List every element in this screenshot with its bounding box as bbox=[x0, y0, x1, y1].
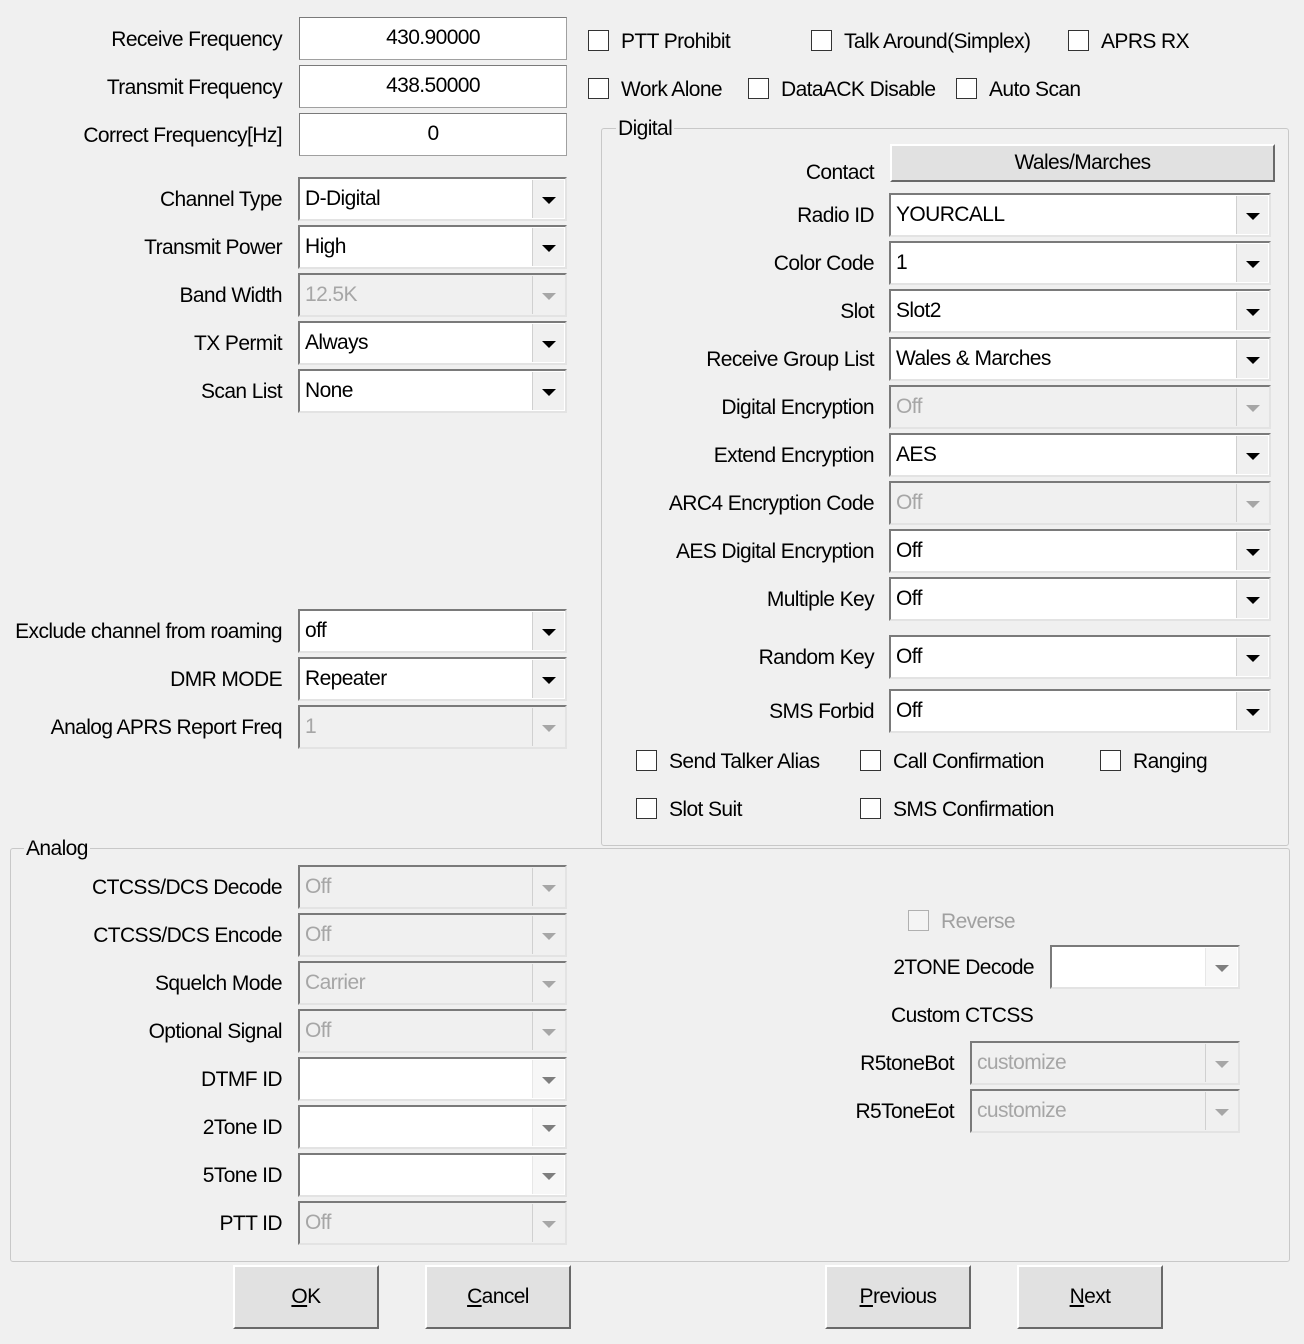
two-tone-id-select bbox=[298, 1105, 567, 1149]
cancel-button[interactable]: Cancel bbox=[425, 1265, 571, 1329]
ptt-id-select: Off bbox=[298, 1201, 567, 1245]
chevron-down-icon bbox=[1236, 484, 1268, 522]
checkbox-box[interactable] bbox=[636, 798, 657, 819]
slot-label: Slot bbox=[840, 300, 874, 323]
exclude-roaming-select[interactable]: off bbox=[298, 609, 567, 653]
analog-aprs-freq-label: Analog APRS Report Freq bbox=[50, 716, 282, 739]
chevron-down-icon[interactable] bbox=[1236, 638, 1268, 676]
checkbox-box[interactable] bbox=[748, 78, 769, 99]
checkbox-box bbox=[908, 910, 929, 931]
chevron-down-icon[interactable] bbox=[1236, 436, 1268, 474]
chevron-down-icon[interactable] bbox=[1236, 580, 1268, 618]
chevron-down-icon bbox=[1205, 1044, 1237, 1082]
color-code-select[interactable]: 1 bbox=[889, 241, 1271, 285]
random-key-select[interactable]: Off bbox=[889, 635, 1271, 679]
transmit-power-select[interactable]: High bbox=[298, 225, 567, 269]
correct-frequency-input[interactable]: 0 bbox=[299, 113, 567, 156]
tx-permit-select[interactable]: Always bbox=[298, 321, 567, 365]
checkbox-box[interactable] bbox=[588, 30, 609, 51]
ctcss-decode-label: CTCSS/DCS Decode bbox=[92, 876, 282, 899]
aes-digital-encryption-label: AES Digital Encryption bbox=[675, 540, 874, 563]
arc4-code-label: ARC4 Encryption Code bbox=[668, 492, 874, 515]
checkbox-box[interactable] bbox=[588, 78, 609, 99]
slot-select[interactable]: Slot2 bbox=[889, 289, 1271, 333]
sms-forbid-select[interactable]: Off bbox=[889, 689, 1271, 733]
chevron-down-icon bbox=[1205, 1092, 1237, 1130]
random-key-label: Random Key bbox=[758, 646, 874, 669]
ctcss-decode-select: Off bbox=[298, 865, 567, 909]
chevron-down-icon[interactable] bbox=[1236, 292, 1268, 330]
optional-signal-select: Off bbox=[298, 1009, 567, 1053]
chevron-down-icon bbox=[532, 1156, 564, 1194]
radio-id-select[interactable]: YOURCALL bbox=[889, 193, 1271, 237]
correct-frequency-label: Correct Frequency[Hz] bbox=[83, 124, 282, 147]
chevron-down-icon[interactable] bbox=[1236, 692, 1268, 730]
checkbox-box[interactable] bbox=[860, 750, 881, 771]
checkbox-box[interactable] bbox=[1068, 30, 1089, 51]
dtmf-id-select bbox=[298, 1057, 567, 1101]
squelch-mode-select: Carrier bbox=[298, 961, 567, 1005]
transmit-frequency-label: Transmit Frequency bbox=[106, 76, 282, 99]
channel-type-select[interactable]: D-Digital bbox=[298, 177, 567, 221]
chevron-down-icon[interactable] bbox=[532, 660, 564, 698]
chevron-down-icon bbox=[532, 1060, 564, 1098]
scan-list-label: Scan List bbox=[201, 380, 282, 403]
chevron-down-icon[interactable] bbox=[1236, 532, 1268, 570]
sms-forbid-label: SMS Forbid bbox=[769, 700, 874, 723]
ok-button[interactable]: OK bbox=[233, 1265, 379, 1329]
two-tone-id-label: 2Tone ID bbox=[202, 1116, 282, 1139]
ctcss-encode-select: Off bbox=[298, 913, 567, 957]
band-width-label: Band Width bbox=[179, 284, 282, 307]
chevron-down-icon[interactable] bbox=[532, 180, 564, 218]
chevron-down-icon bbox=[532, 916, 564, 954]
digital-encryption-label: Digital Encryption bbox=[721, 396, 874, 419]
dmr-mode-select[interactable]: Repeater bbox=[298, 657, 567, 701]
ctcss-encode-label: CTCSS/DCS Encode bbox=[93, 924, 282, 947]
checkbox-box[interactable] bbox=[860, 798, 881, 819]
tx-permit-label: TX Permit bbox=[194, 332, 282, 355]
dtmf-id-label: DTMF ID bbox=[201, 1068, 282, 1091]
chevron-down-icon[interactable] bbox=[1236, 340, 1268, 378]
exclude-roaming-label: Exclude channel from roaming bbox=[15, 620, 282, 643]
scan-list-select[interactable]: None bbox=[298, 369, 567, 413]
chevron-down-icon bbox=[532, 1108, 564, 1146]
chevron-down-icon[interactable] bbox=[1236, 196, 1268, 234]
receive-frequency-label: Receive Frequency bbox=[111, 28, 282, 51]
r5tone-eot-label: R5ToneEot bbox=[855, 1100, 954, 1123]
checkbox-box[interactable] bbox=[636, 750, 657, 771]
transmit-frequency-input[interactable]: 438.50000 bbox=[299, 65, 567, 108]
two-tone-decode-select bbox=[1050, 945, 1240, 989]
chevron-down-icon bbox=[1205, 948, 1237, 986]
checkbox-box[interactable] bbox=[956, 78, 977, 99]
aes-digital-encryption-select[interactable]: Off bbox=[889, 529, 1271, 573]
r5tone-bot-select: customize bbox=[970, 1041, 1240, 1085]
multiple-key-select[interactable]: Off bbox=[889, 577, 1271, 621]
r5tone-bot-label: R5toneBot bbox=[860, 1052, 954, 1075]
previous-button[interactable]: Previous bbox=[825, 1265, 971, 1329]
ptt-id-label: PTT ID bbox=[219, 1212, 282, 1235]
chevron-down-icon[interactable] bbox=[532, 228, 564, 266]
chevron-down-icon bbox=[532, 964, 564, 1002]
custom-ctcss-label: Custom CTCSS bbox=[891, 1004, 1034, 1027]
five-tone-id-label: 5Tone ID bbox=[202, 1164, 282, 1187]
contact-button[interactable]: Wales/Marches bbox=[890, 144, 1275, 182]
chevron-down-icon bbox=[532, 1204, 564, 1242]
dmr-mode-label: DMR MODE bbox=[170, 668, 282, 691]
analog-aprs-freq-select: 1 bbox=[298, 705, 567, 749]
receive-group-list-label: Receive Group List bbox=[706, 348, 874, 371]
band-width-select: 12.5K bbox=[298, 273, 567, 317]
channel-type-label: Channel Type bbox=[159, 188, 282, 211]
two-tone-decode-label: 2TONE Decode bbox=[893, 956, 1034, 979]
digital-encryption-select: Off bbox=[889, 385, 1271, 429]
chevron-down-icon[interactable] bbox=[532, 612, 564, 650]
radio-id-label: Radio ID bbox=[797, 204, 874, 227]
extend-encryption-label: Extend Encryption bbox=[713, 444, 874, 467]
checkbox-box[interactable] bbox=[1100, 750, 1121, 771]
multiple-key-label: Multiple Key bbox=[766, 588, 874, 611]
chevron-down-icon bbox=[1236, 388, 1268, 426]
chevron-down-icon bbox=[532, 276, 564, 314]
chevron-down-icon[interactable] bbox=[532, 324, 564, 362]
analog-group-title: Analog bbox=[26, 837, 88, 860]
r5tone-eot-select: customize bbox=[970, 1089, 1240, 1133]
extend-encryption-select[interactable]: AES bbox=[889, 433, 1271, 477]
transmit-power-label: Transmit Power bbox=[144, 236, 282, 259]
squelch-mode-label: Squelch Mode bbox=[154, 972, 282, 995]
optional-signal-label: Optional Signal bbox=[148, 1020, 282, 1043]
arc4-code-select: Off bbox=[889, 481, 1271, 525]
color-code-label: Color Code bbox=[773, 252, 874, 275]
receive-frequency-input[interactable]: 430.90000 bbox=[299, 17, 567, 60]
contact-label: Contact bbox=[805, 161, 874, 184]
digital-group-title: Digital bbox=[618, 117, 673, 140]
chevron-down-icon[interactable] bbox=[1236, 244, 1268, 282]
checkbox-box[interactable] bbox=[811, 30, 832, 51]
chevron-down-icon[interactable] bbox=[532, 372, 564, 410]
next-button[interactable]: Next bbox=[1017, 1265, 1163, 1329]
five-tone-id-select bbox=[298, 1153, 567, 1197]
chevron-down-icon bbox=[532, 868, 564, 906]
chevron-down-icon bbox=[532, 708, 564, 746]
receive-group-list-select[interactable]: Wales & Marches bbox=[889, 337, 1271, 381]
chevron-down-icon bbox=[532, 1012, 564, 1050]
